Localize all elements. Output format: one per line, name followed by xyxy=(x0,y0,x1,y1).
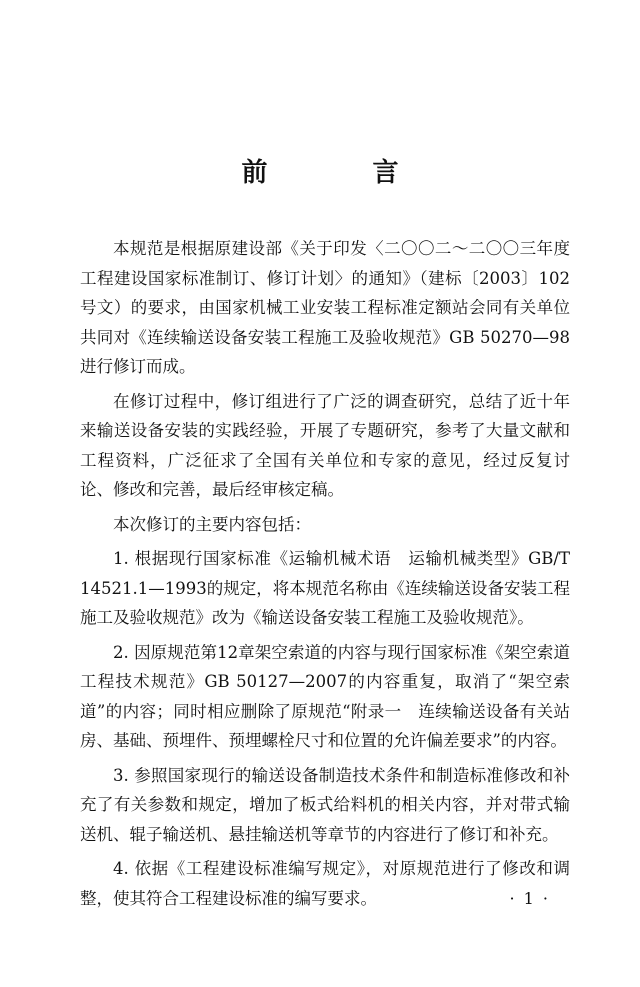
page-number: · 1 · xyxy=(509,889,550,908)
paragraph-intro: 本规范是根据原建设部《关于印发〈二〇〇二～二〇〇三年度工程建设国家标准制订、修订计划〉的通知》（建标〔2003〕102号文）的要求，由国家机械工业安装工程标准定额站会同有关单位共同对《连续输送设备安装工程施工及验收规范》GB 50270—98进行修订而成。 xyxy=(80,239,570,376)
list-item-4: 4. 依据《工程建设标准编写规定》，对原规范进行了修改和调整，使其符合工程建设标准的编写要求。 xyxy=(80,859,570,908)
list-item-1: 1. 根据现行国家标准《运输机械术语 运输机械类型》GB/T 14521.1—1993的规定，将本规范名称由《连续输送设备安装工程施工及验收规范》改为《输送设备安装工程施工及验收规范》。 xyxy=(80,549,570,627)
body-text xyxy=(80,234,570,918)
page-title: 前 言 xyxy=(241,158,447,188)
list-item-2: 2. 因原规范第12章架空索道的内容与现行国家标准《架空索道工程技术规范》GB 50127—2007的内容重复，取消了“架空索道”的内容；同时相应删除了原规范“附录一 连续输送设备有关站房、基础、预埋件、预埋螺栓尺寸和位置的允许偏差要求”的内容。 xyxy=(80,642,570,750)
paragraph-summary-lead: 本次修订的主要内容包括： xyxy=(113,514,311,534)
paragraph-process: 在修订过程中，修订组进行了广泛的调查研究，总结了近十年来输送设备安装的实践经验，开展了专题研究，参考了大量文献和工程资料，广泛征求了全国有关单位和专家的意见，经过反复讨论、修改和完善，最后经审核定稿。 xyxy=(80,391,570,499)
list-item-3: 3. 参照国家现行的输送设备制造技术条件和制造标准修改和补充了有关参数和规定，增加了板式给料机的相关内容，并对带式输送机、辊子输送机、悬挂输送机等章节的内容进行了修订和补充。 xyxy=(80,765,570,844)
